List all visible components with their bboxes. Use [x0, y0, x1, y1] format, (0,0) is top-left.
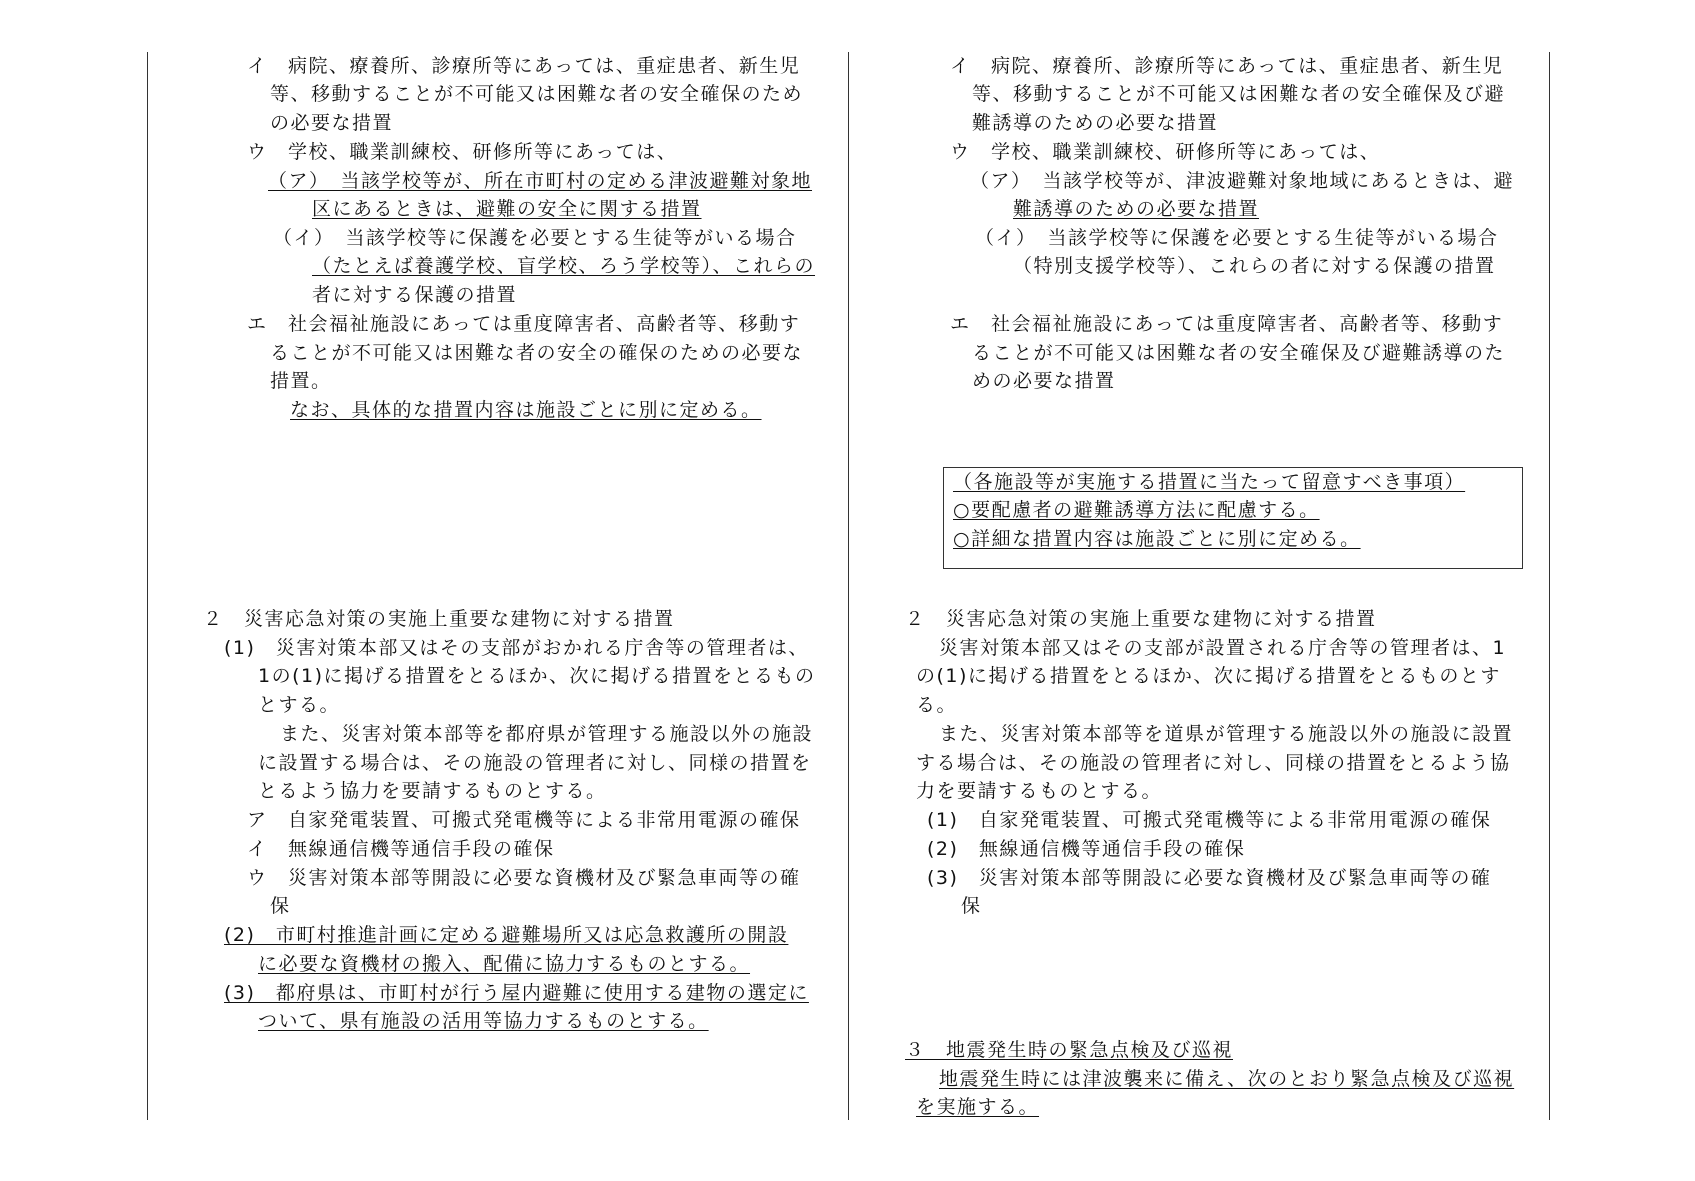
left-para1-line5: に設置する場合は、その施設の管理者に対し、同様の措置を [258, 752, 812, 774]
right-item-b-line2: （特別支援学校等）、これらの者に対する保護の措置 [1013, 255, 1496, 277]
left-item-b-line2: （たとえば養護学校、盲学校、ろう学校等）、これらの [312, 255, 816, 277]
right-para-line4: また、災害対策本部等を道県が管理する施設以外の施設に設置 [939, 723, 1514, 745]
right-item-a-line1: （ア） 当該学校等が、津波避難対象地域にあるときは、避 [970, 170, 1515, 192]
left-para2-line2: に必要な資機材の搬入、配備に協力するものとする。 [258, 953, 751, 975]
left-para1-line6: とるよう協力を要請するものとする。 [258, 780, 607, 802]
left-list-i: イ 無線通信機等通信手段の確保 [247, 838, 555, 860]
right-para-line6: 力を要請するものとする。 [916, 780, 1163, 802]
right-item-u-heading: ウ 学校、職業訓練校、研修所等にあっては、 [950, 141, 1381, 163]
left-item-e-line1: エ 社会福祉施設にあっては重度障害者、高齢者等、移動す [247, 313, 801, 335]
right-item-e-line1: エ 社会福祉施設にあっては重度障害者、高齢者等、移動す [950, 313, 1504, 335]
right-para-line1: 災害対策本部又はその支部が設置される庁舎等の管理者は、1 [939, 637, 1507, 659]
notes-box-item-1: ○要配慮者の避難誘導方法に配慮する。 [953, 499, 1320, 521]
column-divider [848, 52, 849, 1120]
left-note: なお、具体的な措置内容は施設ごとに別に定める。 [290, 399, 762, 421]
left-item-u-heading: ウ 学校、職業訓練校、研修所等にあっては、 [247, 141, 678, 163]
left-para3-line1: (3) 都府県は、市町村が行う屋内避難に使用する建物の選定に [224, 982, 809, 1004]
right-list-2: (2) 無線通信機等通信手段の確保 [927, 838, 1246, 860]
right-item-i-line2: 等、移動することが不可能又は困難な者の安全確保及び避 [972, 83, 1506, 105]
left-list-a: ア 自家発電装置、可搬式発電機等による非常用電源の確保 [247, 809, 801, 831]
right-section-3-title: ３ 地震発生時の緊急点検及び巡視 [905, 1039, 1234, 1061]
right-item-a-line2: 難誘導のための必要な措置 [1013, 198, 1260, 220]
left-item-a-line2: 区にあるときは、避難の安全に関する措置 [312, 198, 702, 220]
left-item-i-line1: イ 病院、療養所、診療所等にあっては、重症患者、新生児 [247, 55, 801, 77]
right-list-3-line1: (3) 災害対策本部等開設に必要な資機材及び緊急車両等の確 [927, 867, 1492, 889]
left-item-e-line3: 措置。 [270, 370, 332, 392]
right-list-3-line2: 保 [961, 895, 982, 917]
left-item-e-line2: ることが不可能又は困難な者の安全の確保のための必要な [270, 342, 804, 364]
right-section-2-title: ２ 災害応急対策の実施上重要な建物に対する措置 [905, 608, 1377, 630]
right-item-b-line1: （イ） 当該学校等に保護を必要とする生徒等がいる場合 [975, 227, 1499, 249]
left-para1-line3: とする。 [258, 694, 341, 716]
right-section-3-line1: 地震発生時には津波襲来に備え、次のとおり緊急点検及び巡視 [939, 1068, 1515, 1090]
left-para2-line1: (2) 市町村推進計画に定める避難場所又は応急救護所の開設 [224, 924, 789, 946]
left-para3-line2: ついて、県有施設の活用等協力するものとする。 [258, 1010, 709, 1032]
left-para1-line1: (1) 災害対策本部又はその支部がおかれる庁舎等の管理者は、 [224, 637, 809, 659]
notes-box-item-2: ○詳細な措置内容は施設ごとに別に定める。 [953, 528, 1361, 550]
right-item-e-line3: めの必要な措置 [972, 370, 1116, 392]
left-para1-line4: また、災害対策本部等を都府県が管理する施設以外の施設 [280, 723, 814, 745]
right-list-1: (1) 自家発電装置、可搬式発電機等による非常用電源の確保 [927, 809, 1492, 831]
left-para1-line2: 1の(1)に掲げる措置をとるほか、次に掲げる措置をとるもの [258, 665, 816, 687]
left-list-u-line1: ウ 災害対策本部等開設に必要な資機材及び緊急車両等の確 [247, 867, 801, 889]
left-item-b-line1: （イ） 当該学校等に保護を必要とする生徒等がいる場合 [273, 227, 797, 249]
right-para-line2: の(1)に掲げる措置をとるほか、次に掲げる措置をとるものとす [916, 665, 1501, 687]
left-item-i-line2: 等、移動することが不可能又は困難な者の安全確保のため [270, 83, 804, 105]
notes-box-heading: （各施設等が実施する措置に当たって留意すべき事項） [953, 471, 1466, 493]
left-list-u-line2: 保 [270, 895, 291, 917]
right-para-line3: る。 [916, 694, 958, 716]
left-item-b-line3: 者に対する保護の措置 [312, 284, 518, 306]
left-item-a-line1: （ア） 当該学校等が、所在市町村の定める津波避難対象地 [268, 170, 813, 192]
right-item-i-line3: 難誘導のための必要な措置 [972, 112, 1219, 134]
right-item-i-line1: イ 病院、療養所、診療所等にあっては、重症患者、新生児 [950, 55, 1504, 77]
left-item-i-line3: の必要な措置 [270, 112, 394, 134]
left-section-2-title: ２ 災害応急対策の実施上重要な建物に対する措置 [203, 608, 675, 630]
right-item-e-line2: ることが不可能又は困難な者の安全確保及び避難誘導のた [972, 342, 1506, 364]
right-para-line5: する場合は、その施設の管理者に対し、同様の措置をとるよう協 [916, 752, 1511, 774]
right-section-3-line2: を実施する。 [916, 1096, 1040, 1118]
right-margin-rule [1549, 52, 1550, 1120]
left-margin-rule [147, 52, 148, 1120]
